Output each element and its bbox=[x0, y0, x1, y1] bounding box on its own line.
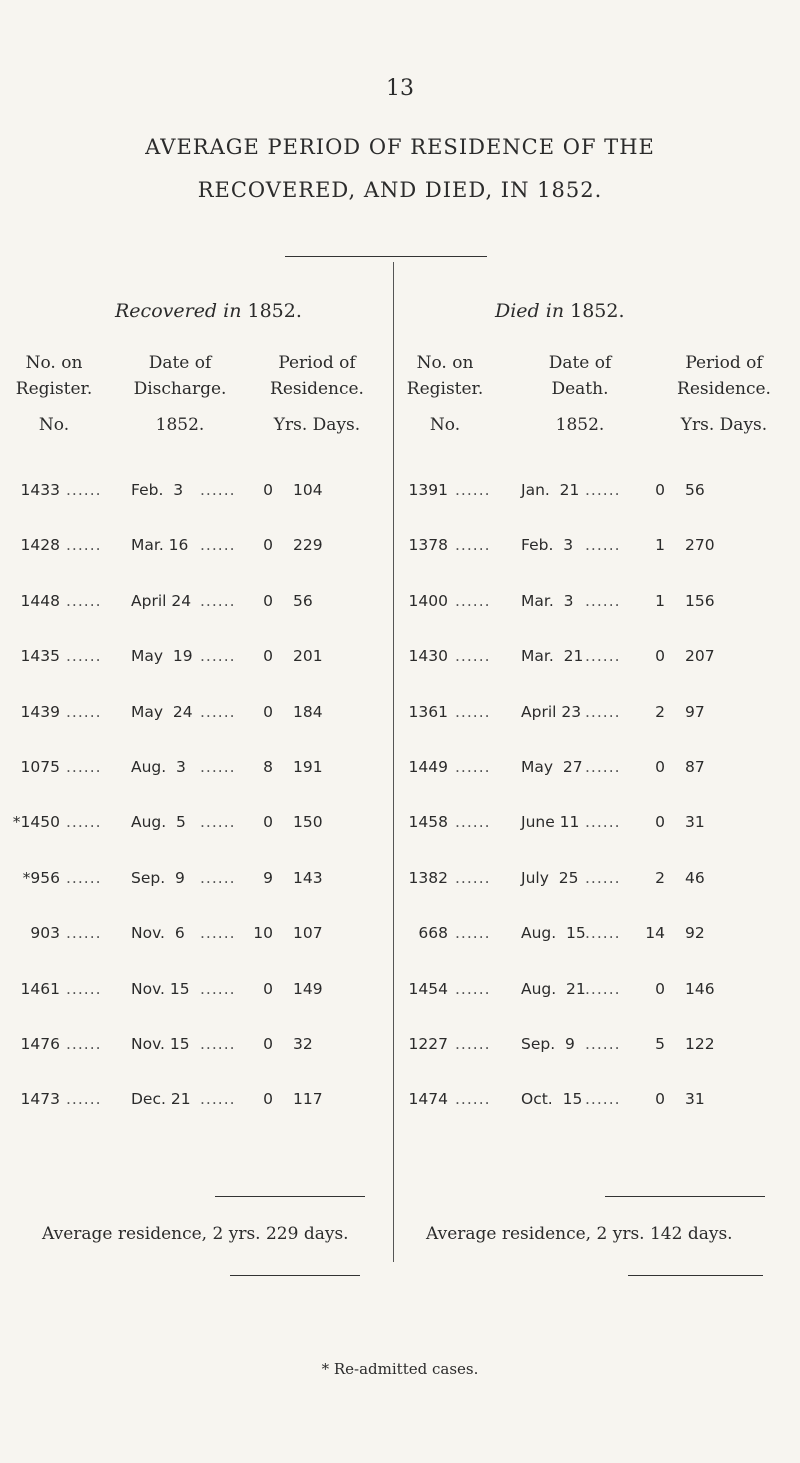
died-table-row bbox=[0, 1090, 800, 1120]
recovered-date: May 24 bbox=[131, 702, 193, 721]
died-register-no: 1391 bbox=[408, 481, 448, 499]
died-table-row bbox=[0, 647, 800, 677]
recovered-years: 9 bbox=[263, 868, 273, 887]
recovered-leader-dots: ...... bbox=[66, 536, 102, 555]
recovered-leader-dots: ...... bbox=[66, 702, 102, 721]
died-leader-dots: ...... bbox=[585, 868, 621, 887]
recovered-leader-dots: ...... bbox=[200, 868, 236, 887]
recovered-days: 56 bbox=[293, 591, 313, 610]
recovered-leader-dots: ...... bbox=[200, 979, 236, 998]
died-table-row bbox=[0, 703, 800, 733]
recovered-date: Nov. 15 bbox=[131, 979, 190, 998]
recovered-leader-dots: ...... bbox=[200, 647, 236, 666]
died-leader-dots: ...... bbox=[585, 924, 621, 943]
died-leader-dots: ...... bbox=[455, 1035, 491, 1053]
recovered-register-no: 903 bbox=[30, 924, 60, 943]
recovered-average: Average residence, 2 yrs. 229 days. bbox=[42, 1224, 349, 1244]
recovered-register-no: *956 bbox=[22, 868, 60, 887]
recovered-leader-dots: ...... bbox=[66, 481, 102, 499]
recovered-leader-dots: ...... bbox=[200, 1090, 236, 1109]
footnote: * Re-admitted cases. bbox=[321, 1360, 479, 1378]
recovered-years: 0 bbox=[263, 1090, 273, 1109]
recovered-heading-label: Recovered in bbox=[115, 300, 242, 322]
died-days: 122 bbox=[685, 1035, 715, 1053]
died-date: Mar. 21 bbox=[521, 647, 584, 666]
recovered-register-no: 1473 bbox=[20, 1090, 60, 1109]
recovered-register-no: 1075 bbox=[20, 758, 60, 776]
died-days: 87 bbox=[685, 758, 705, 776]
died-table-row bbox=[0, 1035, 800, 1065]
died-date: Mar. 3 bbox=[521, 591, 574, 610]
recovered-leader-dots: ...... bbox=[200, 536, 236, 555]
died-years: 0 bbox=[655, 647, 665, 666]
recovered-register-no: 1476 bbox=[20, 1035, 60, 1053]
died-date: Sep. 9 bbox=[521, 1035, 575, 1053]
died-days: 97 bbox=[685, 702, 705, 721]
died-leader-dots: ...... bbox=[455, 758, 491, 776]
recovered-leader-dots: ...... bbox=[66, 1090, 102, 1109]
recovered-leader-dots: ...... bbox=[200, 813, 236, 832]
recovered-days: 229 bbox=[293, 536, 323, 555]
recovered-date: May 19 bbox=[131, 647, 193, 666]
recovered-days: 150 bbox=[293, 813, 323, 832]
died-days: 56 bbox=[685, 481, 705, 499]
died-days: 46 bbox=[685, 868, 705, 887]
recovered-register-no: 1448 bbox=[20, 591, 60, 610]
recovered-date: Nov. 6 bbox=[131, 924, 185, 943]
recovered-leader-dots: ...... bbox=[66, 758, 102, 776]
page-title bbox=[0, 126, 800, 212]
died-date: Aug. 15 bbox=[521, 924, 586, 943]
died-rule-bottom bbox=[628, 1275, 763, 1276]
died-years: 1 bbox=[655, 536, 665, 555]
died-table-row bbox=[0, 592, 800, 622]
died-years: 0 bbox=[655, 979, 665, 998]
recovered-years: 0 bbox=[263, 536, 273, 555]
died-register-no: 1474 bbox=[408, 1090, 448, 1109]
recovered-leader-dots: ...... bbox=[200, 924, 236, 943]
died-date: May 27 bbox=[521, 758, 583, 776]
recovered-date: Dec. 21 bbox=[131, 1090, 191, 1109]
died-leader-dots: ...... bbox=[455, 924, 491, 943]
died-register-no: 1227 bbox=[408, 1035, 448, 1053]
died-leader-dots: ...... bbox=[455, 536, 491, 555]
died-rule-top bbox=[605, 1196, 765, 1197]
died-register-no: 1361 bbox=[408, 702, 448, 721]
recovered-leader-dots: ...... bbox=[200, 591, 236, 610]
recovered-register-no: 1433 bbox=[20, 481, 60, 499]
died-leader-dots: ...... bbox=[585, 979, 621, 998]
died-table-row bbox=[0, 869, 800, 899]
recovered-leader-dots: ...... bbox=[200, 481, 236, 499]
died-col-date-header: Date of Death. 1852. bbox=[548, 353, 612, 435]
died-years: 14 bbox=[645, 924, 665, 943]
recovered-days: 32 bbox=[293, 1035, 313, 1053]
recovered-days: 191 bbox=[293, 758, 323, 776]
recovered-date: Aug. 3 bbox=[131, 758, 186, 776]
recovered-days: 117 bbox=[293, 1090, 323, 1109]
recovered-years: 0 bbox=[263, 979, 273, 998]
died-leader-dots: ...... bbox=[585, 591, 621, 610]
recovered-days: 184 bbox=[293, 702, 323, 721]
recovered-register-no: *1450 bbox=[12, 813, 60, 832]
recovered-years: 10 bbox=[253, 924, 273, 943]
died-date: Jan. 21 bbox=[521, 481, 580, 499]
recovered-leader-dots: ...... bbox=[66, 1035, 102, 1053]
died-leader-dots: ...... bbox=[455, 868, 491, 887]
recovered-days: 201 bbox=[293, 647, 323, 666]
recovered-years: 0 bbox=[263, 813, 273, 832]
died-leader-dots: ...... bbox=[455, 979, 491, 998]
title-line-2: RECOVERED, AND DIED, IN 1852. bbox=[197, 178, 603, 202]
recovered-rule-top bbox=[215, 1196, 365, 1197]
recovered-leader-dots: ...... bbox=[200, 702, 236, 721]
died-heading-year: 1852. bbox=[570, 300, 625, 322]
recovered-years: 0 bbox=[263, 1035, 273, 1053]
died-leader-dots: ...... bbox=[585, 536, 621, 555]
died-date: April 23 bbox=[521, 702, 582, 721]
died-date: June 11 bbox=[521, 813, 580, 832]
died-col-period-header: Period of Residence. Yrs. Days. bbox=[677, 353, 771, 435]
recovered-leader-dots: ...... bbox=[66, 813, 102, 832]
died-date: Feb. 3 bbox=[521, 536, 574, 555]
died-years: 1 bbox=[655, 591, 665, 610]
died-leader-dots: ...... bbox=[455, 702, 491, 721]
recovered-leader-dots: ...... bbox=[66, 924, 102, 943]
died-date: Aug. 21 bbox=[521, 979, 586, 998]
died-leader-dots: ...... bbox=[455, 813, 491, 832]
died-table-row bbox=[0, 481, 800, 511]
died-col-register-header: No. on Register. No. bbox=[406, 353, 484, 435]
died-date: Oct. 15 bbox=[521, 1090, 583, 1109]
died-leader-dots: ...... bbox=[455, 647, 491, 666]
died-table-row bbox=[0, 758, 800, 788]
recovered-leader-dots: ...... bbox=[200, 758, 236, 776]
died-register-no: 1449 bbox=[408, 758, 448, 776]
died-days: 31 bbox=[685, 1090, 705, 1109]
died-days: 92 bbox=[685, 924, 705, 943]
died-leader-dots: ...... bbox=[455, 481, 491, 499]
died-register-no: 668 bbox=[418, 924, 448, 943]
died-leader-dots: ...... bbox=[585, 647, 621, 666]
title-rule bbox=[285, 256, 487, 257]
died-days: 270 bbox=[685, 536, 715, 555]
died-register-no: 1382 bbox=[408, 868, 448, 887]
died-table-row bbox=[0, 536, 800, 566]
recovered-years: 8 bbox=[263, 758, 273, 776]
died-register-no: 1454 bbox=[408, 979, 448, 998]
died-table-row bbox=[0, 924, 800, 954]
died-leader-dots: ...... bbox=[585, 481, 621, 499]
recovered-heading bbox=[115, 300, 302, 322]
page-number: 13 bbox=[386, 76, 414, 101]
died-years: 0 bbox=[655, 1090, 665, 1109]
died-register-no: 1458 bbox=[408, 813, 448, 832]
died-days: 156 bbox=[685, 591, 715, 610]
died-leader-dots: ...... bbox=[585, 1035, 621, 1053]
recovered-date: Sep. 9 bbox=[131, 868, 185, 887]
recovered-date: Nov. 15 bbox=[131, 1035, 190, 1053]
recovered-days: 143 bbox=[293, 868, 323, 887]
recovered-register-no: 1461 bbox=[20, 979, 60, 998]
died-date: July 25 bbox=[521, 868, 579, 887]
recovered-days: 149 bbox=[293, 979, 323, 998]
died-years: 0 bbox=[655, 813, 665, 832]
recovered-date: April 24 bbox=[131, 591, 192, 610]
died-average: Average residence, 2 yrs. 142 days. bbox=[426, 1224, 733, 1244]
died-heading bbox=[495, 300, 625, 322]
died-leader-dots: ...... bbox=[455, 1090, 491, 1109]
died-leader-dots: ...... bbox=[585, 702, 621, 721]
recovered-register-no: 1428 bbox=[20, 536, 60, 555]
died-years: 0 bbox=[655, 758, 665, 776]
died-leader-dots: ...... bbox=[455, 591, 491, 610]
died-register-no: 1430 bbox=[408, 647, 448, 666]
recovered-days: 104 bbox=[293, 481, 323, 499]
recovered-rule-bottom bbox=[230, 1275, 360, 1276]
died-years: 0 bbox=[655, 481, 665, 499]
recovered-years: 0 bbox=[263, 647, 273, 666]
recovered-days: 107 bbox=[293, 924, 323, 943]
recovered-date: Mar. 16 bbox=[131, 536, 189, 555]
died-leader-dots: ...... bbox=[585, 1090, 621, 1109]
recovered-col-date-header: Date of Discharge. 1852. bbox=[133, 353, 227, 435]
recovered-register-no: 1439 bbox=[20, 702, 60, 721]
died-days: 207 bbox=[685, 647, 715, 666]
died-leader-dots: ...... bbox=[585, 758, 621, 776]
died-heading-label: Died in bbox=[495, 300, 565, 322]
died-years: 5 bbox=[655, 1035, 665, 1053]
recovered-leader-dots: ...... bbox=[66, 979, 102, 998]
recovered-col-register-header: No. on Register. No. bbox=[15, 353, 93, 435]
died-register-no: 1400 bbox=[408, 591, 448, 610]
recovered-leader-dots: ...... bbox=[66, 591, 102, 610]
recovered-heading-year: 1852. bbox=[247, 300, 302, 322]
died-days: 31 bbox=[685, 813, 705, 832]
recovered-leader-dots: ...... bbox=[200, 1035, 236, 1053]
recovered-leader-dots: ...... bbox=[66, 647, 102, 666]
title-line-1: AVERAGE PERIOD OF RESIDENCE OF THE bbox=[145, 135, 655, 159]
died-days: 146 bbox=[685, 979, 715, 998]
died-register-no: 1378 bbox=[408, 536, 448, 555]
recovered-years: 0 bbox=[263, 702, 273, 721]
recovered-date: Aug. 5 bbox=[131, 813, 186, 832]
recovered-register-no: 1435 bbox=[20, 647, 60, 666]
died-leader-dots: ...... bbox=[585, 813, 621, 832]
recovered-col-period-header: Period of Residence. Yrs. Days. bbox=[270, 353, 364, 435]
died-years: 2 bbox=[655, 702, 665, 721]
recovered-years: 0 bbox=[263, 591, 273, 610]
died-table-row bbox=[0, 813, 800, 843]
died-table-row bbox=[0, 980, 800, 1010]
recovered-date: Feb. 3 bbox=[131, 481, 184, 499]
recovered-leader-dots: ...... bbox=[66, 868, 102, 887]
recovered-years: 0 bbox=[263, 481, 273, 499]
died-years: 2 bbox=[655, 868, 665, 887]
